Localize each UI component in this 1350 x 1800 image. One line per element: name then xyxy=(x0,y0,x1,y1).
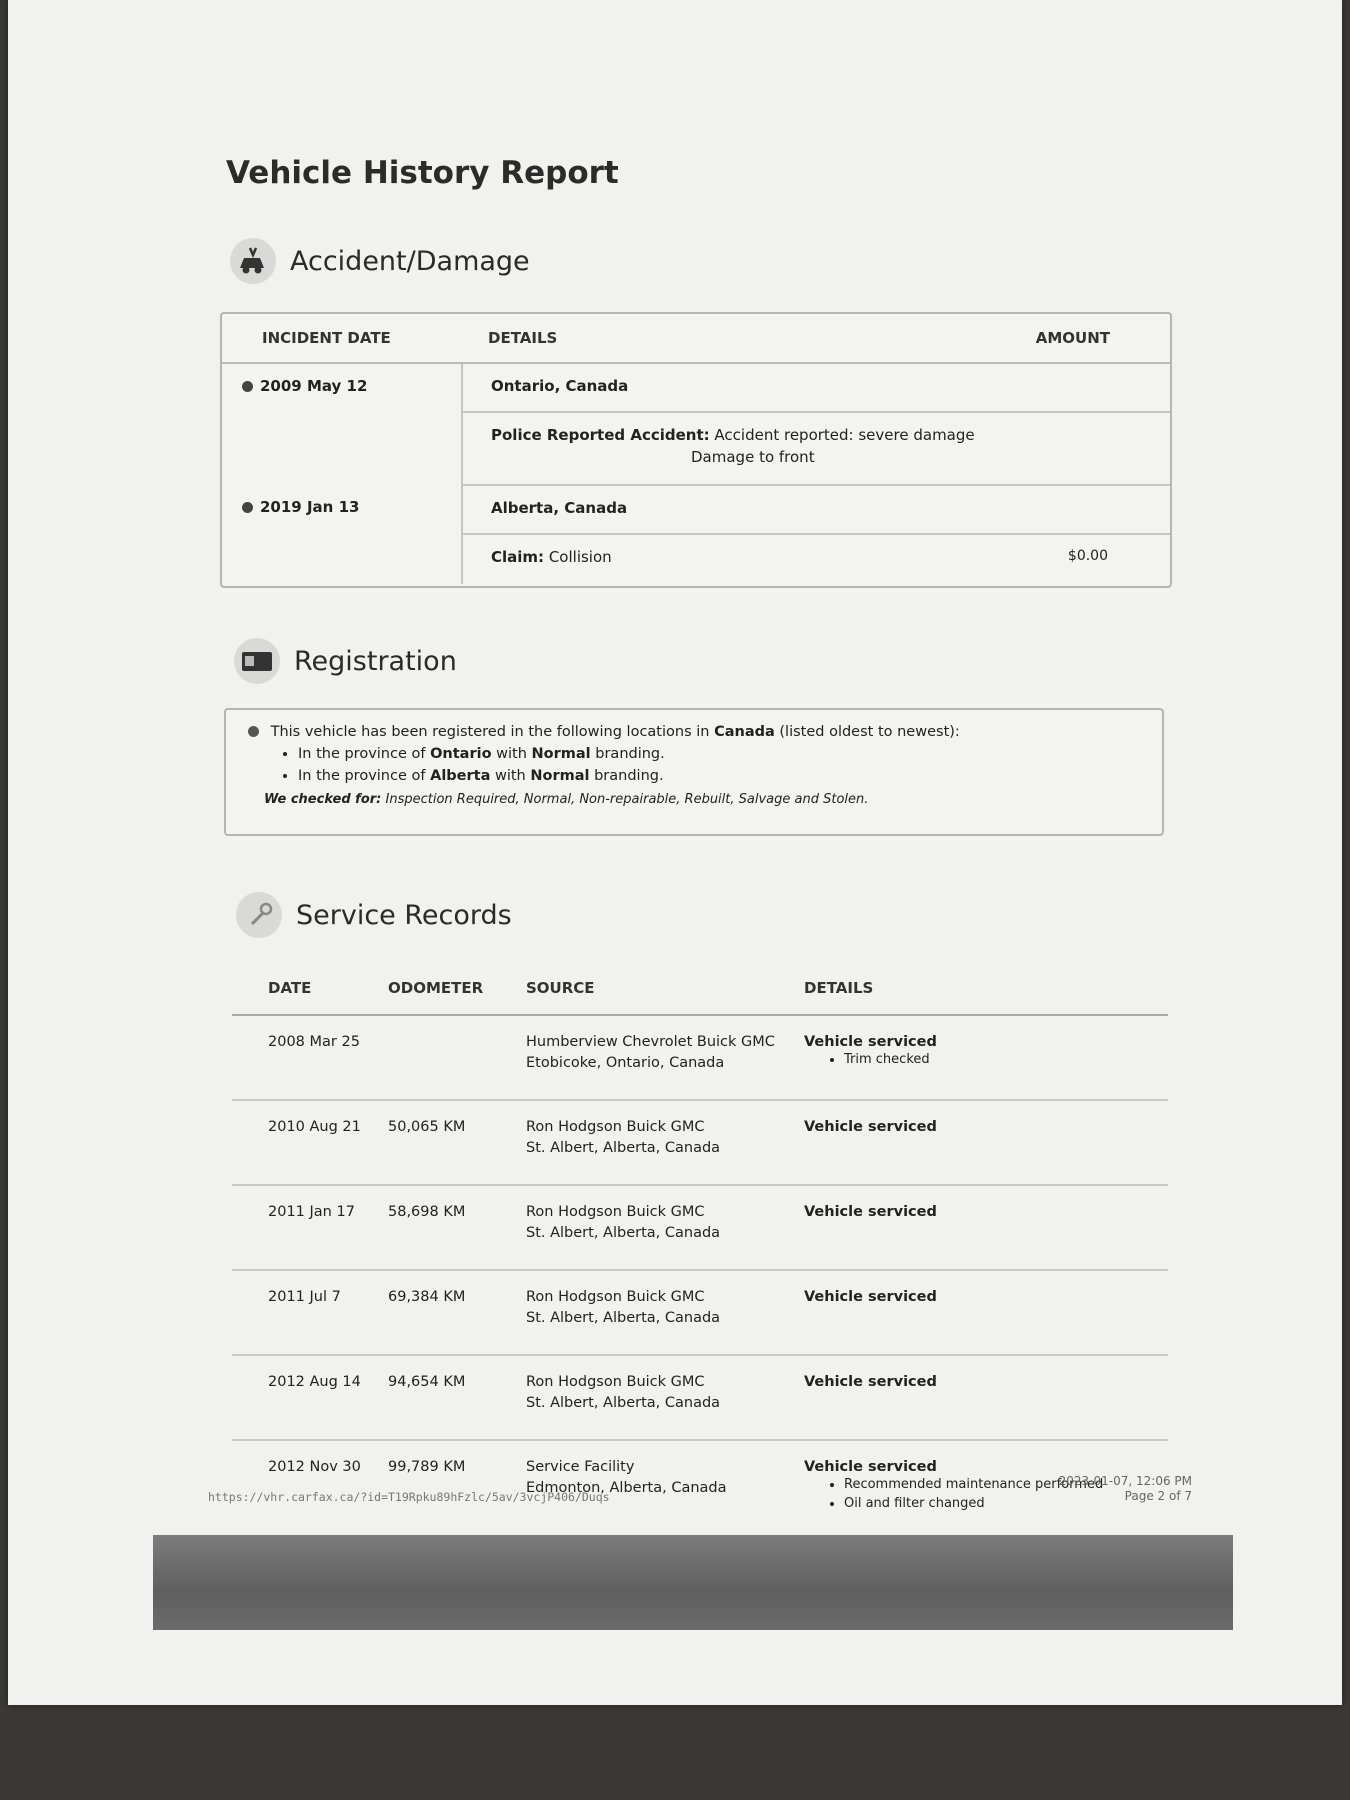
report-page xyxy=(8,0,1342,1705)
incident-detail: Claim: Collision $0.00 xyxy=(462,534,1170,584)
table-row xyxy=(232,1100,1168,1185)
id-card-icon xyxy=(234,638,280,684)
service-details: Vehicle serviced xyxy=(803,1355,1168,1440)
wrench-icon xyxy=(236,892,282,938)
service-section-header xyxy=(236,892,512,938)
print-stamp: 2023-01-07, 12:06 PM Page 2 of 7 xyxy=(1058,1474,1192,1503)
table-row xyxy=(232,1185,1168,1270)
table-row xyxy=(232,1440,1168,1525)
service-source: Service Facility Edmonton, Alberta, Canada xyxy=(526,1459,727,1496)
column-header: INCIDENT DATE xyxy=(222,314,462,363)
car-crash-icon xyxy=(230,238,276,284)
registration-box xyxy=(224,708,1164,836)
service-details: Vehicle serviced • Trim checked xyxy=(803,1015,1168,1100)
column-header: DETAILS xyxy=(803,962,1168,1015)
incident-date: 2019 Jan 13 xyxy=(222,485,462,584)
registration-intro: This vehicle has been registered in the following locations in Canada (listed oldest to newest): xyxy=(248,724,1162,740)
column-header: ODOMETER xyxy=(387,962,525,1015)
shadow-band xyxy=(153,1535,1233,1630)
service-details: Vehicle serviced xyxy=(803,1100,1168,1185)
detail-bullet: • Recommended maintenance performed xyxy=(844,1477,1167,1492)
checked-for-note: We checked for: Inspection Required, Normal, Non-repairable, Rebuilt, Salvage and Stolen. xyxy=(264,792,869,807)
service-odometer: 58,698 KM xyxy=(387,1185,525,1270)
service-date: 2012 Nov 30 xyxy=(268,1459,361,1475)
incident-detail: Police Reported Accident: Accident reported: severe damage Damage to front xyxy=(462,412,1170,485)
service-date: 2012 Aug 14 xyxy=(232,1355,387,1440)
accident-table xyxy=(220,312,1172,588)
incident-location: Alberta, Canada xyxy=(462,485,1170,534)
detail-bullet: • Trim checked xyxy=(844,1052,1167,1067)
incident-amount: $0.00 xyxy=(1067,548,1108,564)
service-odometer: 94,654 KM xyxy=(387,1355,525,1440)
service-odometer xyxy=(387,1015,525,1100)
incident-location: Ontario, Canada xyxy=(462,363,1170,412)
service-odometer: 99,789 KM xyxy=(388,1459,466,1475)
detail-bullet: • Oil and filter changed xyxy=(844,1496,1167,1511)
bullet-dot-icon xyxy=(242,381,253,392)
service-source: Ron Hodgson Buick GMC St. Albert, Alberta, Canada xyxy=(525,1100,803,1185)
service-date: 2011 Jan 17 xyxy=(232,1185,387,1270)
service-odometer: 69,384 KM xyxy=(387,1270,525,1355)
service-source: Humberview Chevrolet Buick GMC Etobicoke, Ontario, Canada xyxy=(525,1015,803,1100)
column-header: SOURCE xyxy=(525,962,803,1015)
column-header: DETAILS xyxy=(462,314,712,363)
report-title: Vehicle History Report xyxy=(226,155,619,191)
accident-section-header xyxy=(230,238,530,284)
service-details: Vehicle serviced xyxy=(803,1270,1168,1355)
service-date: 2010 Aug 21 xyxy=(232,1100,387,1185)
registration-item: • In the province of Ontario with Normal branding. xyxy=(298,746,1162,762)
report-url: https://vhr.carfax.ca/?id=T19Rpku89hFzlc/5av/3vcjP406/Duqs xyxy=(208,1490,610,1504)
column-header: DATE xyxy=(232,962,387,1015)
service-date: 2011 Jul 7 xyxy=(232,1270,387,1355)
registration-section-header xyxy=(234,638,457,684)
service-odometer: 50,065 KM xyxy=(387,1100,525,1185)
check-icon xyxy=(248,726,259,737)
service-details: Vehicle serviced xyxy=(803,1185,1168,1270)
section-title: Accident/Damage xyxy=(290,245,530,277)
service-source: Ron Hodgson Buick GMC St. Albert, Alberta, Canada xyxy=(525,1185,803,1270)
table-row xyxy=(232,1270,1168,1355)
incident-date: 2009 May 12 xyxy=(222,363,462,485)
service-table xyxy=(232,962,1168,1525)
section-title: Service Records xyxy=(296,899,512,931)
service-date: 2008 Mar 25 xyxy=(232,1015,387,1100)
service-source: Ron Hodgson Buick GMC St. Albert, Alberta, Canada xyxy=(525,1355,803,1440)
column-header: AMOUNT xyxy=(712,314,1170,363)
table-row xyxy=(232,1355,1168,1440)
bullet-dot-icon xyxy=(242,502,253,513)
table-row xyxy=(232,1015,1168,1100)
service-source: Ron Hodgson Buick GMC St. Albert, Alberta, Canada xyxy=(525,1270,803,1355)
service-details: Vehicle serviced • Recommended maintenance performed • Oil and filter changed xyxy=(803,1440,1168,1525)
section-title: Registration xyxy=(294,645,457,677)
registration-item: • In the province of Alberta with Normal branding. xyxy=(298,768,1162,784)
